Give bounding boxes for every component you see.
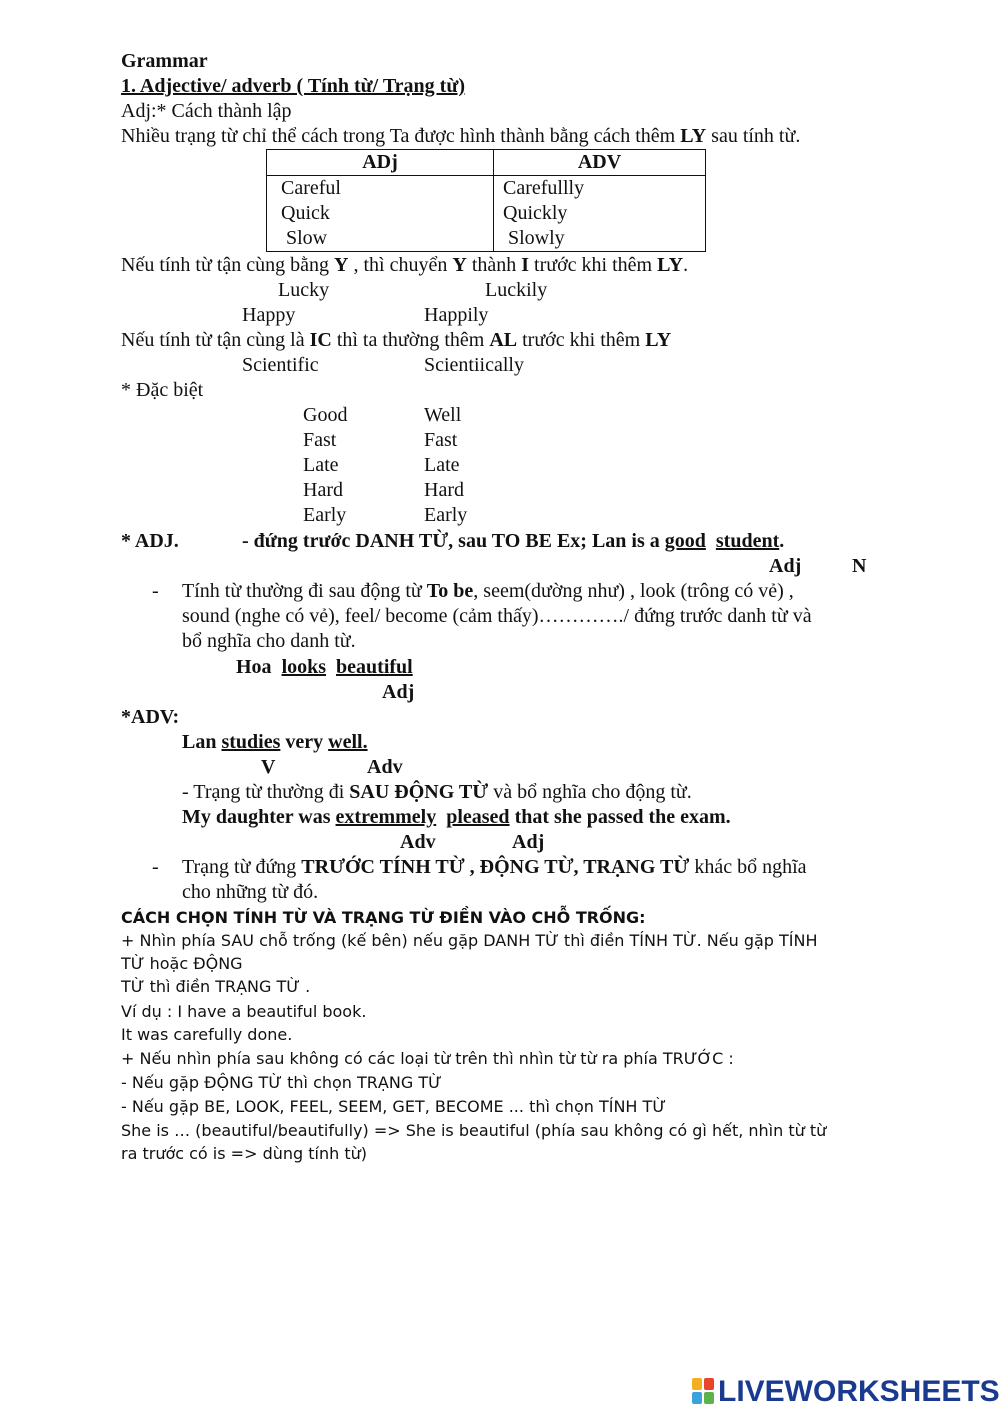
rule-y-text: . bbox=[683, 254, 689, 276]
example-adj: Happy bbox=[242, 304, 296, 326]
adv-example1-very: very bbox=[285, 731, 324, 753]
table-row bbox=[267, 201, 706, 226]
tag-adj: Adj bbox=[769, 555, 802, 577]
table-row bbox=[267, 226, 706, 252]
choose-line: - Nếu gặp ĐỘNG TỪ thì chọn TRẠNG TỪ bbox=[121, 1073, 442, 1092]
adv-example1-adv: well. bbox=[328, 731, 368, 753]
special-adv: Fast bbox=[424, 429, 458, 451]
adv-rule1-text: - Trạng từ thường đi bbox=[182, 781, 350, 803]
rule-y-bold: LY bbox=[657, 254, 684, 276]
adj-adv-table bbox=[266, 149, 706, 252]
adv-example2-adj: pleased bbox=[446, 806, 510, 828]
adj-example2-subject: Hoa bbox=[236, 656, 272, 678]
example-adj: Scientific bbox=[242, 354, 319, 376]
rule-y-text: Nếu tính từ tận cùng bằng bbox=[121, 254, 335, 276]
adj-example2-adj: beautiful bbox=[336, 656, 413, 678]
rule-ic bbox=[121, 328, 671, 353]
rule-y-text: thành bbox=[466, 254, 522, 276]
choose-line: She is … (beautiful/beautifully) => She is beautiful (phía sau không có gì hết, nhìn từ từ bbox=[121, 1121, 827, 1140]
rule-ic-bold: IC bbox=[309, 329, 332, 351]
rule-y-text: , thì chuyển bbox=[348, 254, 453, 276]
example-adj: Lucky bbox=[278, 279, 330, 301]
rule-y-bold: I bbox=[521, 254, 530, 276]
table-row bbox=[267, 176, 706, 202]
choose-line: Ví dụ : I have a beautiful book. bbox=[121, 1002, 367, 1021]
special-adv: Late bbox=[424, 454, 460, 476]
adj-example-good: good bbox=[664, 530, 706, 552]
logo-square bbox=[692, 1392, 702, 1404]
tag-adj: Adj bbox=[382, 681, 415, 703]
table-header-row bbox=[267, 150, 706, 176]
adj-bullet-line2: sound (nghe có vẻ), feel/ become (cảm thấy)…………./ đứng trước danh từ và bbox=[182, 605, 812, 627]
rule-y-text: trước khi thêm bbox=[529, 254, 658, 276]
adv-bullet-text: khác bổ nghĩa bbox=[689, 856, 807, 878]
adj-bullet-text: Tính từ thường đi sau động từ bbox=[182, 580, 427, 602]
adj-example-end: . bbox=[779, 530, 785, 552]
table-header-adv: ADV bbox=[494, 150, 706, 176]
example-adv: Happily bbox=[424, 304, 489, 326]
rule-ly bbox=[121, 124, 800, 149]
logo-square bbox=[704, 1392, 714, 1404]
tag-adv: Adv bbox=[400, 831, 436, 853]
adj-example-student: student bbox=[715, 530, 780, 552]
table-cell: Quick bbox=[267, 201, 494, 226]
rule-ic-text: trước khi thêm bbox=[517, 329, 646, 351]
special-adj: Early bbox=[303, 504, 347, 526]
rule-y-bold: Y bbox=[334, 254, 349, 276]
rule-ly-bold: LY bbox=[680, 125, 707, 147]
logo-square bbox=[692, 1378, 702, 1390]
special-adj: Fast bbox=[303, 429, 337, 451]
formation-label: Adj:* Cách thành lập bbox=[121, 100, 292, 122]
adv-bullet-line1 bbox=[182, 855, 807, 880]
page-title: Grammar bbox=[121, 50, 208, 72]
special-adj: Hard bbox=[303, 479, 343, 501]
adv-example2-text: My daughter was bbox=[182, 806, 336, 828]
adv-example1 bbox=[182, 730, 368, 755]
adj-bullet-line1 bbox=[182, 579, 794, 604]
table-cell: Carefullly bbox=[494, 176, 706, 202]
table-cell: Slowly bbox=[494, 226, 706, 252]
adv-rule1 bbox=[182, 780, 692, 805]
special-adv: Early bbox=[424, 504, 468, 526]
rule-ic-text: Nếu tính từ tận cùng là bbox=[121, 329, 310, 351]
rule-ic-bold: AL bbox=[489, 329, 518, 351]
adj-bullet-line3: bổ nghĩa cho danh từ. bbox=[182, 630, 356, 652]
liveworksheets-logo[interactable] bbox=[692, 1374, 1000, 1408]
logo-icon bbox=[692, 1378, 714, 1404]
tag-adv: Adv bbox=[367, 756, 403, 778]
section-heading: 1. Adjective/ adverb ( Tính từ/ Trạng từ) bbox=[121, 75, 466, 97]
rule-y bbox=[121, 253, 688, 278]
adv-label: *ADV: bbox=[121, 706, 180, 728]
choose-line: It was carefully done. bbox=[121, 1025, 293, 1044]
rule-ic-bold: LY bbox=[645, 329, 672, 351]
tag-adj: Adj bbox=[512, 831, 545, 853]
table-cell: Careful bbox=[267, 176, 494, 202]
adv-bullet-text: Trạng từ đứng bbox=[182, 856, 302, 878]
adv-bullet-line2: cho những từ đó. bbox=[182, 881, 319, 903]
example-adv: Luckily bbox=[485, 279, 548, 301]
special-label: * Đặc biệt bbox=[121, 379, 204, 401]
adj-label: * ADJ. bbox=[121, 530, 179, 552]
adv-example2-text: that she passed the exam. bbox=[509, 806, 731, 828]
rule-ly-text: Nhiều trạng từ chỉ thể cách trong Ta được hình thành bằng cách thêm bbox=[121, 125, 681, 147]
adv-example2 bbox=[182, 805, 731, 830]
choose-line: ra trước có is => dùng tính từ) bbox=[121, 1144, 367, 1163]
adv-rule1-text: và bổ nghĩa cho động từ. bbox=[488, 781, 692, 803]
choose-heading: CÁCH CHỌN TÍNH TỪ VÀ TRẠNG TỪ ĐIỀN VÀO CHỖ TRỐNG: bbox=[121, 908, 646, 927]
logo-square bbox=[704, 1378, 714, 1390]
adv-bullet-bold: TRƯỚC TÍNH TỪ , ĐỘNG TỪ, TRẠNG TỪ bbox=[301, 856, 690, 878]
adj-rule bbox=[242, 529, 784, 554]
adv-rule1-bold: SAU ĐỘNG TỪ bbox=[349, 781, 489, 803]
adv-example1-verb: studies bbox=[221, 731, 281, 753]
rule-ic-text: thì ta thường thêm bbox=[331, 329, 490, 351]
rule-ly-suffix: sau tính từ. bbox=[706, 125, 801, 147]
tag-n: N bbox=[852, 555, 867, 577]
special-adv: Hard bbox=[424, 479, 464, 501]
adv-example2-adv: extremmely bbox=[335, 806, 437, 828]
special-adv: Well bbox=[424, 404, 462, 426]
choose-line: TỪ hoặc ĐỘNG bbox=[121, 954, 243, 973]
adj-example2-verb: looks bbox=[281, 656, 327, 678]
adj-rule-text: - đứng trước DANH TỪ, sau TO BE Ex; Lan is a bbox=[242, 530, 665, 552]
choose-line: - Nếu gặp BE, LOOK, FEEL, SEEM, GET, BECOME ... thì chọn TÍNH TỪ bbox=[121, 1097, 667, 1116]
table-cell: Slow bbox=[267, 226, 494, 252]
tag-v: V bbox=[261, 756, 276, 778]
example-adv: Scientiically bbox=[424, 354, 524, 376]
logo-text: LIVEWORKSHEETS bbox=[718, 1374, 1000, 1408]
choose-line: TỪ thì điền TRẠNG TỪ . bbox=[121, 977, 311, 996]
adj-bullet-bold: To be bbox=[426, 580, 474, 602]
table-cell: Quickly bbox=[494, 201, 706, 226]
adj-bullet-text: , seem(dường như) , look (trông có vẻ) , bbox=[473, 580, 794, 602]
rule-y-bold: Y bbox=[452, 254, 467, 276]
special-adj: Late bbox=[303, 454, 339, 476]
choose-line: + Nhìn phía SAU chỗ trống (kế bên) nếu gặp DANH TỪ thì điền TÍNH TỪ. Nếu gặp TÍNH bbox=[121, 931, 818, 950]
adj-example2 bbox=[236, 655, 413, 680]
special-adj: Good bbox=[303, 404, 348, 426]
adv-example1-subject: Lan bbox=[182, 731, 217, 753]
table-header-adj: ADj bbox=[267, 150, 494, 176]
choose-line: + Nếu nhìn phía sau không có các loại từ trên thì nhìn từ từ ra phía TRƯỚC : bbox=[121, 1049, 734, 1068]
